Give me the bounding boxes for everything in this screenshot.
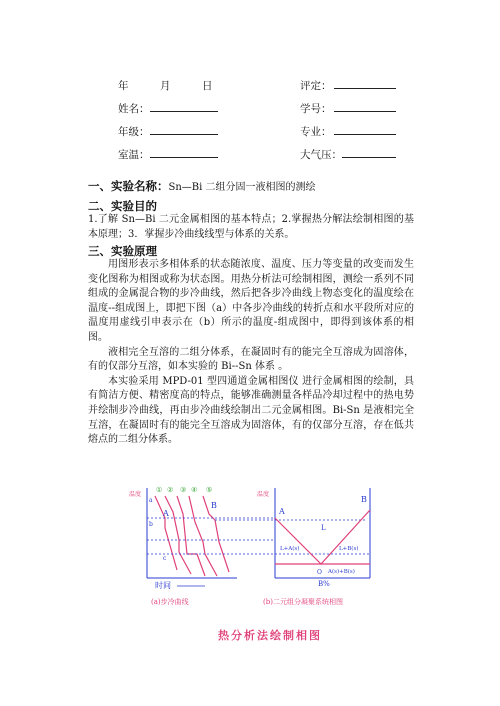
phase-diagram-panel [257,488,370,606]
month-label: 月 [160,80,171,92]
region-A-B: A(s)+B(s) [328,569,355,575]
principle-paragraph-2: 液相完全互溶的二组分体系，在凝固时有的能完全互溶成为固溶体，有的仅部分互溶，如本实验的 Bi--Sn 体系 。 [88,346,414,373]
region-L-A: L+A(s) [280,546,300,552]
section-1-title: 一、实验名称： [88,179,169,193]
section-2-heading: 二、实验目的 [88,199,157,213]
xlabel-b: B% [318,580,330,588]
major-label: 专业： [300,126,332,138]
name-label: 姓名： [118,103,150,115]
objectives-text [88,213,414,242]
phase-diagram-figure [125,482,400,612]
cooling-curves-panel [129,486,370,606]
rating-label: 评定： [300,80,332,92]
grade-label: 年级： [118,126,150,138]
point-A-a: A [163,509,169,518]
objectives-paragraph: 1.了解 Sn—Bi 二元金属相图的基本特点；2.掌握热分解法绘制相图的基本原理；3．掌握步冷曲线线型与体系的关系。 [88,214,414,240]
student-id-field[interactable] [334,101,396,112]
grade-field[interactable] [150,124,218,135]
caption-b: (b)二元组分凝聚系统相图 [263,598,343,606]
curve-label-3: ③ [180,486,187,494]
name-field[interactable] [150,101,218,112]
point-O: O [317,569,322,576]
section-1-heading [88,178,316,194]
curve-label-5: ⑤ [206,486,213,494]
caption-a: (a)步冷曲线 [151,598,189,606]
point-A-b: A [279,507,285,516]
principle-paragraph-1: 用图形表示多相体系的状态随浓度、温度、压力等变量的改变而发生变化图称为相图或称为状态图。用热分析法可绘制相图，测绘一系列不同组成的金属混合物的步冷曲线，然后把各步冷曲线上物态变化的温度绘在温度--组成图上，即把下图（a）中各步冷曲线的转折点和水平段所对应的温度用虚线引申表示在（b）所示的温度-组成图中，即得到该体系的相图。 [88,259,414,343]
pressure-field[interactable] [342,147,396,158]
cooling-curve-2 [165,496,191,574]
student-id-label: 学号： [300,103,332,115]
principle-paragraph-3: 本实验采用 MPD-01 型四通道金属相图仪 进行金属相图的绘制，具有简洁方便、精密度高的特点，能够准确测量各样品冷却过程中的热电势并绘制步冷曲线，再由步冷曲线绘制出二元金属相图。Bi-Sn 是液相完全互溶，在凝固时有的能完全互溶成为固溶体，有的仅部分互溶，存在低共熔点的二组分体系。 [88,375,414,446]
curve-label-2: ② [167,486,174,494]
room-temp-label: 室温： [118,149,150,161]
principle-text [88,258,414,448]
section-3-heading: 三、实验原理 [88,244,157,258]
region-L-B: L+B(s) [339,546,359,552]
room-temp-field[interactable] [150,147,218,158]
ylabel-a: 温度 [129,491,142,498]
region-L: L [321,524,326,532]
point-a: a [149,497,153,504]
point-c: c [163,555,167,562]
xlabel-a: 时间 [155,581,171,590]
experiment-name: Sn—Bi 二组分固一液相图的测绘 [168,182,316,193]
point-b: b [149,521,153,528]
liquidus-line [275,510,370,564]
day-label: 日 [202,80,213,92]
rating-field[interactable] [334,78,396,89]
point-B-b: B [361,495,367,504]
major-field[interactable] [334,124,396,135]
figure-title: 热分析法绘制相图 [218,629,322,642]
curve-label-4: ④ [191,486,198,494]
ylabel-b: 温度 [257,491,270,498]
pressure-label: 大气压： [300,149,342,161]
point-B-a: B [211,501,217,510]
year-label: 年 [118,80,129,92]
curve-label-1: ① [156,486,163,494]
